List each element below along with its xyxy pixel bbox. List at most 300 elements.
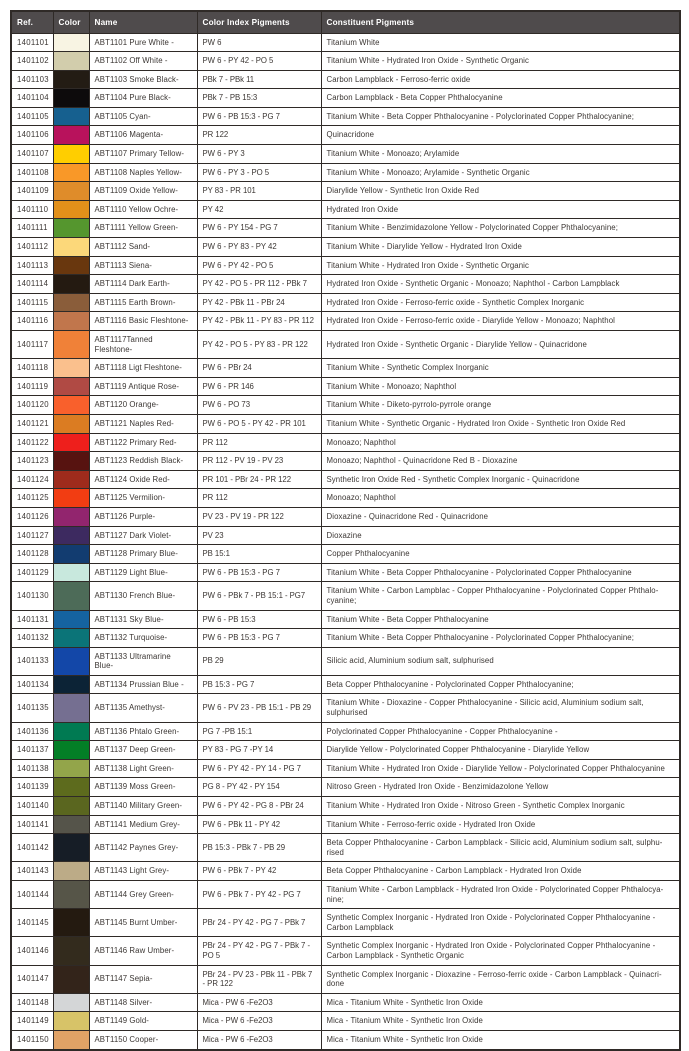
- column-header-color-index-pigments: Color Index Pigments: [197, 11, 321, 33]
- ref-cell: 1401110: [11, 200, 53, 219]
- name-cell: ABT1114 Dark Earth-: [89, 275, 197, 294]
- table-row: [11, 33, 680, 52]
- ci-pigments-cell: Mica - PW 6 -Fe2O3: [197, 1012, 321, 1031]
- constituent-pigments-cell: Titanium White - Beta Copper Phthalocyanine: [321, 610, 680, 629]
- name-cell: ABT1115 Earth Brown-: [89, 293, 197, 312]
- color-swatch: [53, 563, 89, 582]
- table-body: [11, 33, 680, 1050]
- column-header-ref: Ref.: [11, 11, 53, 33]
- ref-cell: 1401114: [11, 275, 53, 294]
- ref-cell: 1401116: [11, 312, 53, 331]
- table-row: [11, 759, 680, 778]
- constituent-pigments-cell: Monoazo; Naphthol: [321, 489, 680, 508]
- table-row: [11, 834, 680, 862]
- constituent-pigments-cell: Titanium White - Hydrated Iron Oxide - Synthetic Organic: [321, 256, 680, 275]
- name-cell: ABT1105 Cyan-: [89, 107, 197, 126]
- ci-pigments-cell: PV 23 - PV 19 - PR 122: [197, 507, 321, 526]
- table-row: [11, 414, 680, 433]
- ref-cell: 1401120: [11, 396, 53, 415]
- constituent-pigments-cell: Beta Copper Phthalocyanine - Carbon Lampblack - Silicic acid, Aluminium sodium salt, sulphu-rised: [321, 834, 680, 862]
- color-swatch: [53, 359, 89, 378]
- ci-pigments-cell: PR 112: [197, 489, 321, 508]
- table-row: [11, 675, 680, 694]
- ref-cell: 1401123: [11, 452, 53, 471]
- ci-pigments-cell: PW 6 - PO 5 - PY 42 - PR 101: [197, 414, 321, 433]
- ref-cell: 1401143: [11, 862, 53, 881]
- constituent-pigments-cell: Diarylide Yellow - Synthetic Iron Oxide Red: [321, 182, 680, 201]
- color-swatch: [53, 1012, 89, 1031]
- constituent-pigments-cell: Hydrated Iron Oxide - Synthetic Organic - Diarylide Yellow - Quinacridone: [321, 331, 680, 359]
- table-row: [11, 312, 680, 331]
- ref-cell: 1401135: [11, 694, 53, 722]
- table-header: [11, 11, 680, 33]
- column-header-constituent-pigments: Constituent Pigments: [321, 11, 680, 33]
- constituent-pigments-cell: Mica - Titanium White - Synthetic Iron Oxide: [321, 1030, 680, 1049]
- ci-pigments-cell: PR 112: [197, 433, 321, 452]
- color-swatch: [53, 33, 89, 52]
- ci-pigments-cell: PY 83 - PG 7 -PY 14: [197, 741, 321, 760]
- ref-cell: 1401122: [11, 433, 53, 452]
- ci-pigments-cell: PBr 24 - PY 42 - PG 7 - PBk 7 - PO 5: [197, 937, 321, 965]
- constituent-pigments-cell: Hydrated Iron Oxide - Ferroso-ferric oxide - Diarylide Yellow - Monoazo; Naphthol: [321, 312, 680, 331]
- table-row: [11, 797, 680, 816]
- ref-cell: 1401132: [11, 629, 53, 648]
- color-swatch: [53, 526, 89, 545]
- ref-cell: 1401124: [11, 470, 53, 489]
- name-cell: ABT1127 Dark Violet-: [89, 526, 197, 545]
- name-cell: ABT1113 Siena-: [89, 256, 197, 275]
- table-row: [11, 582, 680, 610]
- table-row: [11, 163, 680, 182]
- name-cell: ABT1136 Phtalo Green-: [89, 722, 197, 741]
- constituent-pigments-cell: Beta Copper Phthalocyanine - Carbon Lampblack - Hydrated Iron Oxide: [321, 862, 680, 881]
- name-cell: ABT1133 Ultramarine Blue-: [89, 647, 197, 675]
- ci-pigments-cell: PV 23: [197, 526, 321, 545]
- ref-cell: 1401150: [11, 1030, 53, 1049]
- color-swatch: [53, 126, 89, 145]
- color-swatch: [53, 722, 89, 741]
- ci-pigments-cell: PW 6 - PY 42 - PG 8 - PBr 24: [197, 797, 321, 816]
- name-cell: ABT1125 Vermilion-: [89, 489, 197, 508]
- constituent-pigments-cell: Monoazo; Naphthol - Quinacridone Red B - Dioxazine: [321, 452, 680, 471]
- ci-pigments-cell: PW 6 - PB 15:3: [197, 610, 321, 629]
- name-cell: ABT1138 Light Green-: [89, 759, 197, 778]
- color-swatch: [53, 862, 89, 881]
- color-swatch: [53, 759, 89, 778]
- name-cell: ABT1147 Sepia-: [89, 965, 197, 993]
- ci-pigments-cell: PG 8 - PY 42 - PY 154: [197, 778, 321, 797]
- column-header-name: Name: [89, 11, 197, 33]
- ci-pigments-cell: PW 6 - PY 3: [197, 145, 321, 164]
- table-row: [11, 993, 680, 1012]
- constituent-pigments-cell: Mica - Titanium White - Synthetic Iron Oxide: [321, 993, 680, 1012]
- color-swatch: [53, 200, 89, 219]
- constituent-pigments-cell: Titanium White - Hydrated Iron Oxide - Diarylide Yellow - Polyclorinated Copper Phthalocyanine: [321, 759, 680, 778]
- constituent-pigments-cell: Titanium White - Monoazo; Arylamide: [321, 145, 680, 164]
- ci-pigments-cell: PB 29: [197, 647, 321, 675]
- color-swatch: [53, 312, 89, 331]
- name-cell: ABT1137 Deep Green-: [89, 741, 197, 760]
- table-row: [11, 647, 680, 675]
- name-cell: ABT1126 Purple-: [89, 507, 197, 526]
- ci-pigments-cell: PW 6 - PB 15:3 - PG 7: [197, 107, 321, 126]
- table-row: [11, 396, 680, 415]
- ref-cell: 1401126: [11, 507, 53, 526]
- ref-cell: 1401146: [11, 937, 53, 965]
- table-row: [11, 909, 680, 937]
- name-cell: ABT1110 Yellow Ochre-: [89, 200, 197, 219]
- constituent-pigments-cell: Synthetic Complex Inorganic - Dioxazine - Ferroso-ferric oxide - Carbon Lampblack - Quinacri-done: [321, 965, 680, 993]
- ref-cell: 1401106: [11, 126, 53, 145]
- table-row: [11, 145, 680, 164]
- ci-pigments-cell: PW 6 - PBr 24: [197, 359, 321, 378]
- name-cell: ABT1150 Cooper-: [89, 1030, 197, 1049]
- ref-cell: 1401102: [11, 52, 53, 71]
- ci-pigments-cell: PY 42 - PO 5 - PY 83 - PR 122: [197, 331, 321, 359]
- constituent-pigments-cell: Polyclorinated Copper Phthalocyanine - Copper Phthalocyanine -: [321, 722, 680, 741]
- ref-cell: 1401127: [11, 526, 53, 545]
- color-swatch: [53, 219, 89, 238]
- name-cell: ABT1129 Light Blue-: [89, 563, 197, 582]
- ref-cell: 1401119: [11, 377, 53, 396]
- constituent-pigments-cell: Dioxazine - Quinacridone Red - Quinacridone: [321, 507, 680, 526]
- constituent-pigments-cell: Silicic acid, Aluminium sodium salt, sulphurised: [321, 647, 680, 675]
- ref-cell: 1401137: [11, 741, 53, 760]
- ci-pigments-cell: PW 6 - PBk 7 - PY 42 - PG 7: [197, 881, 321, 909]
- ref-cell: 1401121: [11, 414, 53, 433]
- ref-cell: 1401139: [11, 778, 53, 797]
- name-cell: ABT1112 Sand-: [89, 238, 197, 257]
- name-cell: ABT1102 Off White -: [89, 52, 197, 71]
- ci-pigments-cell: PBk 7 - PBk 11: [197, 70, 321, 89]
- table-row: [11, 275, 680, 294]
- table-row: [11, 937, 680, 965]
- color-swatch: [53, 629, 89, 648]
- constituent-pigments-cell: Hydrated Iron Oxide: [321, 200, 680, 219]
- table-row: [11, 778, 680, 797]
- table-row: [11, 52, 680, 71]
- table-row: [11, 507, 680, 526]
- ci-pigments-cell: PW 6 - PY 42 - PY 14 - PG 7: [197, 759, 321, 778]
- constituent-pigments-cell: Titanium White - Hydrated Iron Oxide - Synthetic Organic: [321, 52, 680, 71]
- table-row: [11, 377, 680, 396]
- ci-pigments-cell: PW 6 - PB 15:3 - PG 7: [197, 629, 321, 648]
- ref-cell: 1401144: [11, 881, 53, 909]
- pigment-table-container: [10, 10, 679, 1051]
- color-swatch: [53, 778, 89, 797]
- ci-pigments-cell: PW 6 - PY 83 - PY 42: [197, 238, 321, 257]
- constituent-pigments-cell: Titanium White - Beta Copper Phthalocyanine - Polyclorinated Copper Phthalocyanine;: [321, 629, 680, 648]
- constituent-pigments-cell: Titanium White - Monoazo; Naphthol: [321, 377, 680, 396]
- ci-pigments-cell: PY 42 - PBk 11 - PBr 24: [197, 293, 321, 312]
- ref-cell: 1401128: [11, 545, 53, 564]
- ci-pigments-cell: PW 6 - PBk 11 - PY 42: [197, 815, 321, 834]
- name-cell: ABT1132 Turquoise-: [89, 629, 197, 648]
- ref-cell: 1401111: [11, 219, 53, 238]
- color-swatch: [53, 163, 89, 182]
- ref-cell: 1401141: [11, 815, 53, 834]
- constituent-pigments-cell: Synthetic Complex Inorganic - Hydrated Iron Oxide - Polyclorinated Copper Phthalocyanine - Carbon Lampblack: [321, 909, 680, 937]
- ci-pigments-cell: PW 6 - PBk 7 - PY 42: [197, 862, 321, 881]
- name-cell: ABT1135 Amethyst-: [89, 694, 197, 722]
- constituent-pigments-cell: Titanium White - Beta Copper Phthalocyanine - Polyclorinated Copper Phthalocyanine: [321, 563, 680, 582]
- ref-cell: 1401117: [11, 331, 53, 359]
- ref-cell: 1401142: [11, 834, 53, 862]
- color-swatch: [53, 107, 89, 126]
- ci-pigments-cell: PW 6: [197, 33, 321, 52]
- table-row: [11, 881, 680, 909]
- ref-cell: 1401131: [11, 610, 53, 629]
- color-swatch: [53, 797, 89, 816]
- ref-cell: 1401103: [11, 70, 53, 89]
- color-swatch: [53, 741, 89, 760]
- ci-pigments-cell: PY 42 - PBk 11 - PY 83 - PR 112: [197, 312, 321, 331]
- constituent-pigments-cell: Titanium White - Carbon Lampblac - Copper Phthalocyanine - Polyclorinated Copper Phthalo-cyanine;: [321, 582, 680, 610]
- constituent-pigments-cell: Titanium White - Beta Copper Phthalocyanine - Polyclorinated Copper Phthalocyanine;: [321, 107, 680, 126]
- pigment-table: [10, 10, 681, 1051]
- name-cell: ABT1142 Paynes Grey-: [89, 834, 197, 862]
- constituent-pigments-cell: Titanium White: [321, 33, 680, 52]
- ref-cell: 1401148: [11, 993, 53, 1012]
- name-cell: ABT1101 Pure White -: [89, 33, 197, 52]
- ci-pigments-cell: PR 122: [197, 126, 321, 145]
- table-row: [11, 1030, 680, 1049]
- constituent-pigments-cell: Titanium White - Synthetic Organic - Hydrated Iron Oxide - Synthetic Iron Oxide Red: [321, 414, 680, 433]
- color-swatch: [53, 834, 89, 862]
- name-cell: ABT1124 Oxide Red-: [89, 470, 197, 489]
- table-row: [11, 107, 680, 126]
- color-swatch: [53, 396, 89, 415]
- table-row: [11, 256, 680, 275]
- constituent-pigments-cell: Hydrated Iron Oxide - Synthetic Organic - Monoazo; Naphthol - Carbon Lampblack: [321, 275, 680, 294]
- ci-pigments-cell: PB 15:3 - PG 7: [197, 675, 321, 694]
- color-swatch: [53, 815, 89, 834]
- ci-pigments-cell: PBr 24 - PY 42 - PG 7 - PBk 7: [197, 909, 321, 937]
- color-swatch: [53, 489, 89, 508]
- name-cell: ABT1123 Reddish Black-: [89, 452, 197, 471]
- ref-cell: 1401145: [11, 909, 53, 937]
- color-swatch: [53, 993, 89, 1012]
- table-row: [11, 965, 680, 993]
- ci-pigments-cell: PW 6 - PY 154 - PG 7: [197, 219, 321, 238]
- color-swatch: [53, 293, 89, 312]
- ci-pigments-cell: PR 112 - PV 19 - PV 23: [197, 452, 321, 471]
- ci-pigments-cell: PBk 7 - PB 15:3: [197, 89, 321, 108]
- table-row: [11, 238, 680, 257]
- ci-pigments-cell: PW 6 - PV 23 - PB 15:1 - PB 29: [197, 694, 321, 722]
- color-swatch: [53, 545, 89, 564]
- constituent-pigments-cell: Synthetic Iron Oxide Red - Synthetic Complex Inorganic - Quinacridone: [321, 470, 680, 489]
- name-cell: ABT1118 Ligt Fleshtone-: [89, 359, 197, 378]
- ref-cell: 1401105: [11, 107, 53, 126]
- table-row: [11, 200, 680, 219]
- ci-pigments-cell: PY 42 - PO 5 - PR 112 - PBk 7: [197, 275, 321, 294]
- color-swatch: [53, 937, 89, 965]
- constituent-pigments-cell: Quinacridone: [321, 126, 680, 145]
- table-row: [11, 70, 680, 89]
- name-cell: ABT1134 Prussian Blue -: [89, 675, 197, 694]
- table-row: [11, 331, 680, 359]
- ref-cell: 1401136: [11, 722, 53, 741]
- name-cell: ABT1145 Burnt Umber-: [89, 909, 197, 937]
- ci-pigments-cell: PW 6 - PR 146: [197, 377, 321, 396]
- table-row: [11, 1012, 680, 1031]
- name-cell: ABT1130 French Blue-: [89, 582, 197, 610]
- constituent-pigments-cell: Titanium White - Synthetic Complex Inorganic: [321, 359, 680, 378]
- color-swatch: [53, 507, 89, 526]
- table-row: [11, 489, 680, 508]
- constituent-pigments-cell: Titanium White - Diarylide Yellow - Hydrated Iron Oxide: [321, 238, 680, 257]
- table-row: [11, 741, 680, 760]
- constituent-pigments-cell: Titanium White - Ferroso-ferric oxide - Hydrated Iron Oxide: [321, 815, 680, 834]
- ref-cell: 1401134: [11, 675, 53, 694]
- table-row: [11, 815, 680, 834]
- name-cell: ABT1119 Antique Rose-: [89, 377, 197, 396]
- ref-cell: 1401133: [11, 647, 53, 675]
- constituent-pigments-cell: Copper Phthalocyanine: [321, 545, 680, 564]
- ref-cell: 1401130: [11, 582, 53, 610]
- ref-cell: 1401108: [11, 163, 53, 182]
- name-cell: ABT1149 Gold-: [89, 1012, 197, 1031]
- ci-pigments-cell: PW 6 - PY 42 - PO 5: [197, 256, 321, 275]
- name-cell: ABT1106 Magenta-: [89, 126, 197, 145]
- ci-pigments-cell: PB 15:1: [197, 545, 321, 564]
- table-row: [11, 433, 680, 452]
- ref-cell: 1401101: [11, 33, 53, 52]
- ci-pigments-cell: Mica - PW 6 -Fe2O3: [197, 993, 321, 1012]
- ref-cell: 1401107: [11, 145, 53, 164]
- ref-cell: 1401115: [11, 293, 53, 312]
- ci-pigments-cell: PY 42: [197, 200, 321, 219]
- ref-cell: 1401140: [11, 797, 53, 816]
- table-row: [11, 182, 680, 201]
- name-cell: ABT1108 Naples Yellow-: [89, 163, 197, 182]
- ci-pigments-cell: PW 6 - PY 42 - PO 5: [197, 52, 321, 71]
- name-cell: ABT1107 Primary Tellow-: [89, 145, 197, 164]
- ci-pigments-cell: PR 101 - PBr 24 - PR 122: [197, 470, 321, 489]
- ci-pigments-cell: PG 7 -PB 15:1: [197, 722, 321, 741]
- name-cell: ABT1120 Orange-: [89, 396, 197, 415]
- color-swatch: [53, 70, 89, 89]
- constituent-pigments-cell: Beta Copper Phthalocyanine - Polyclorinated Copper Phthalocyanine;: [321, 675, 680, 694]
- ref-cell: 1401125: [11, 489, 53, 508]
- constituent-pigments-cell: Dioxazine: [321, 526, 680, 545]
- color-swatch: [53, 470, 89, 489]
- color-swatch: [53, 694, 89, 722]
- constituent-pigments-cell: Titanium White - Diketo-pyrrolo-pyrrole orange: [321, 396, 680, 415]
- constituent-pigments-cell: Diarylide Yellow - Polyclorinated Copper Phthalocyanine - Diarylide Yellow: [321, 741, 680, 760]
- color-swatch: [53, 182, 89, 201]
- color-swatch: [53, 238, 89, 257]
- constituent-pigments-cell: Nitroso Green - Hydrated Iron Oxide - Benzimidazolone Yellow: [321, 778, 680, 797]
- constituent-pigments-cell: Carbon Lampblack - Beta Copper Phthalocyanine: [321, 89, 680, 108]
- name-cell: ABT1111 Yellow Green-: [89, 219, 197, 238]
- ref-cell: 1401147: [11, 965, 53, 993]
- color-swatch: [53, 89, 89, 108]
- name-cell: ABT1116 Basic Fleshtone-: [89, 312, 197, 331]
- name-cell: ABT1148 Silver-: [89, 993, 197, 1012]
- ref-cell: 1401112: [11, 238, 53, 257]
- table-row: [11, 694, 680, 722]
- name-cell: ABT1143 Light Grey-: [89, 862, 197, 881]
- ci-pigments-cell: PB 15:3 - PBk 7 - PB 29: [197, 834, 321, 862]
- table-row: [11, 545, 680, 564]
- table-row: [11, 610, 680, 629]
- color-swatch: [53, 433, 89, 452]
- name-cell: ABT1141 Medium Grey-: [89, 815, 197, 834]
- table-row: [11, 470, 680, 489]
- constituent-pigments-cell: Titanium White - Carbon Lampblack - Hydrated Iron Oxide - Polyclorinated Copper Phthalocya-nine;: [321, 881, 680, 909]
- constituent-pigments-cell: Mica - Titanium White - Synthetic Iron Oxide: [321, 1012, 680, 1031]
- color-swatch: [53, 610, 89, 629]
- name-cell: ABT1109 Oxide Yellow-: [89, 182, 197, 201]
- color-swatch: [53, 145, 89, 164]
- name-cell: ABT1131 Sky Blue-: [89, 610, 197, 629]
- ref-cell: 1401138: [11, 759, 53, 778]
- color-swatch: [53, 331, 89, 359]
- ci-pigments-cell: PW 6 - PBk 7 - PB 15:1 - PG7: [197, 582, 321, 610]
- color-swatch: [53, 1030, 89, 1049]
- name-cell: ABT1144 Grey Green-: [89, 881, 197, 909]
- table-row: [11, 526, 680, 545]
- ref-cell: 1401118: [11, 359, 53, 378]
- name-cell: ABT1122 Primary Red-: [89, 433, 197, 452]
- table-row: [11, 359, 680, 378]
- table-row: [11, 862, 680, 881]
- table-row: [11, 126, 680, 145]
- table-row: [11, 563, 680, 582]
- color-swatch: [53, 256, 89, 275]
- ref-cell: 1401109: [11, 182, 53, 201]
- name-cell: ABT1103 Smoke Black-: [89, 70, 197, 89]
- name-cell: ABT1139 Moss Green-: [89, 778, 197, 797]
- ci-pigments-cell: PW 6 - PY 3 - PO 5: [197, 163, 321, 182]
- color-swatch: [53, 909, 89, 937]
- constituent-pigments-cell: Titanium White - Monoazo; Arylamide - Synthetic Organic: [321, 163, 680, 182]
- name-cell: ABT1146 Raw Umber-: [89, 937, 197, 965]
- constituent-pigments-cell: Titanium White - Dioxazine - Copper Phthalocyanine - Silicic acid, Aluminium sodium salt, sulphurised: [321, 694, 680, 722]
- name-cell: ABT1121 Naples Red-: [89, 414, 197, 433]
- table-row: [11, 219, 680, 238]
- color-swatch: [53, 675, 89, 694]
- name-cell: ABT1104 Pure Black-: [89, 89, 197, 108]
- color-swatch: [53, 275, 89, 294]
- name-cell: ABT1140 Military Green-: [89, 797, 197, 816]
- table-row: [11, 89, 680, 108]
- color-swatch: [53, 52, 89, 71]
- table-row: [11, 629, 680, 648]
- color-swatch: [53, 582, 89, 610]
- constituent-pigments-cell: Titanium White - Hydrated Iron Oxide - Nitroso Green - Synthetic Complex Inorganic: [321, 797, 680, 816]
- constituent-pigments-cell: Monoazo; Naphthol: [321, 433, 680, 452]
- ci-pigments-cell: Mica - PW 6 -Fe2O3: [197, 1030, 321, 1049]
- color-swatch: [53, 965, 89, 993]
- table-row: [11, 722, 680, 741]
- constituent-pigments-cell: Carbon Lampblack - Ferroso-ferric oxide: [321, 70, 680, 89]
- ref-cell: 1401149: [11, 1012, 53, 1031]
- color-swatch: [53, 377, 89, 396]
- color-swatch: [53, 452, 89, 471]
- name-cell: ABT1128 Primary Blue-: [89, 545, 197, 564]
- constituent-pigments-cell: Synthetic Complex Inorganic - Hydrated Iron Oxide - Polyclorinated Copper Phthalocyanine - Carbon Lampblack - Synthetic Organic: [321, 937, 680, 965]
- constituent-pigments-cell: Titanium White - Benzimidazolone Yellow - Polyclorinated Copper Phthalocyanine;: [321, 219, 680, 238]
- table-row: [11, 452, 680, 471]
- color-swatch: [53, 881, 89, 909]
- ci-pigments-cell: PBr 24 - PV 23 - PBk 11 - PBk 7 - PR 122: [197, 965, 321, 993]
- ci-pigments-cell: PY 83 - PR 101: [197, 182, 321, 201]
- ref-cell: 1401129: [11, 563, 53, 582]
- ci-pigments-cell: PW 6 - PO 73: [197, 396, 321, 415]
